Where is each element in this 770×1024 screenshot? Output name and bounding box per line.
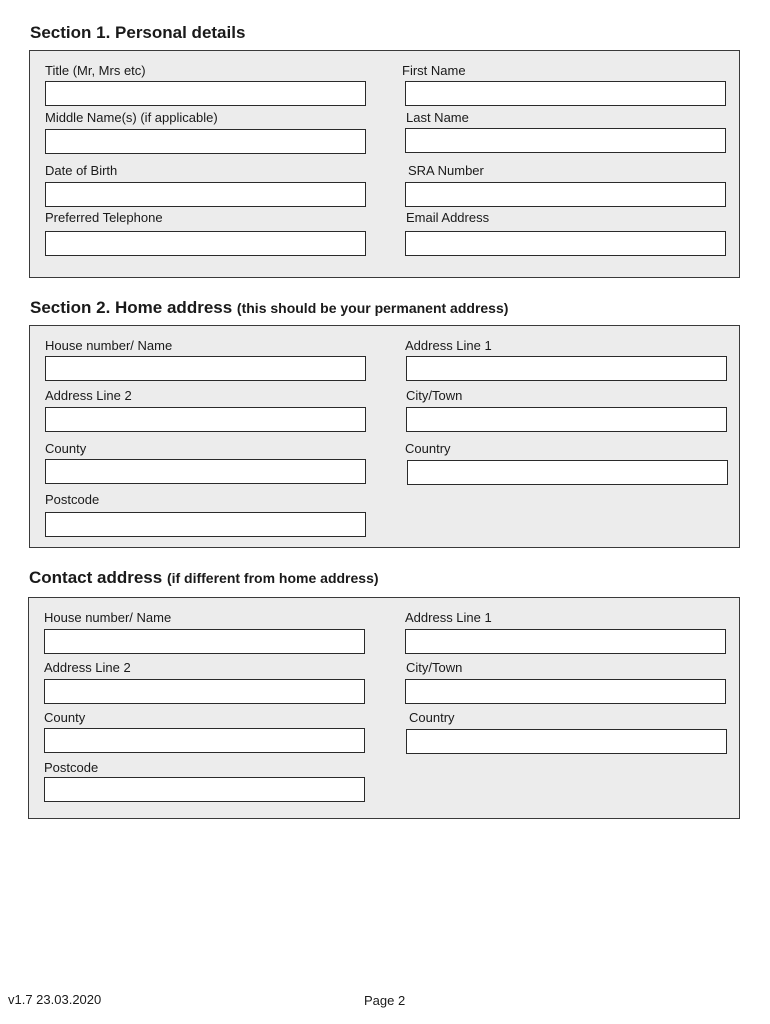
contact-county-input[interactable]: [44, 728, 365, 753]
middle-names-label: Middle Name(s) (if applicable): [45, 110, 218, 125]
section2-heading: [30, 298, 508, 318]
home-county-label: County: [45, 441, 87, 456]
contact-house-input[interactable]: [44, 629, 365, 654]
version-stamp: v1.7 23.03.2020: [8, 992, 102, 1007]
first-name-input[interactable]: [405, 81, 726, 106]
page-number: Page 2: [364, 993, 406, 1008]
telephone-input[interactable]: [45, 231, 366, 256]
telephone-label: Preferred Telephone: [45, 210, 163, 225]
section2-title: Section 2. Home address: [30, 298, 233, 317]
home-house-input[interactable]: [45, 356, 366, 381]
contact-city-label: City/Town: [406, 660, 463, 675]
home-house-label: House number/ Name: [45, 338, 173, 353]
email-label: Email Address: [406, 210, 490, 225]
contact-address2-label: Address Line 2: [44, 660, 131, 675]
dob-label: Date of Birth: [45, 163, 118, 178]
home-county-input[interactable]: [45, 459, 366, 484]
email-input[interactable]: [405, 231, 726, 256]
section1-title: Section 1. Personal details: [30, 23, 246, 42]
section1-panel: [29, 50, 740, 278]
section2-subtitle: (this should be your permanent address): [236, 300, 509, 316]
sra-number-input[interactable]: [405, 182, 726, 207]
first-name-label: First Name: [402, 63, 466, 78]
home-postcode-input[interactable]: [45, 512, 366, 537]
contact-country-label: Country: [409, 710, 455, 725]
home-address1-label: Address Line 1: [405, 338, 492, 353]
contact-address2-input[interactable]: [44, 679, 365, 704]
section3-panel: [28, 597, 740, 819]
home-country-input[interactable]: [407, 460, 728, 485]
section2-panel: [29, 325, 740, 548]
section3-subtitle: (if different from home address): [166, 570, 379, 586]
middle-names-input[interactable]: [45, 129, 366, 154]
contact-house-label: House number/ Name: [44, 610, 172, 625]
home-country-label: Country: [405, 441, 451, 456]
contact-address1-label: Address Line 1: [405, 610, 492, 625]
contact-postcode-label: Postcode: [44, 760, 99, 775]
section3-heading: [29, 568, 379, 588]
contact-county-label: County: [44, 710, 86, 725]
title-input[interactable]: [45, 81, 366, 106]
dob-input[interactable]: [45, 182, 366, 207]
home-city-label: City/Town: [406, 388, 463, 403]
section3-title: Contact address: [29, 568, 163, 587]
contact-postcode-input[interactable]: [44, 777, 365, 802]
home-postcode-label: Postcode: [45, 492, 100, 507]
title-label: Title (Mr, Mrs etc): [45, 63, 146, 78]
sra-number-label: SRA Number: [408, 163, 484, 178]
home-address2-input[interactable]: [45, 407, 366, 432]
contact-country-input[interactable]: [406, 729, 727, 754]
last-name-label: Last Name: [406, 110, 469, 125]
contact-city-input[interactable]: [405, 679, 726, 704]
last-name-input[interactable]: [405, 128, 726, 153]
home-address2-label: Address Line 2: [45, 388, 132, 403]
home-address1-input[interactable]: [406, 356, 727, 381]
home-city-input[interactable]: [406, 407, 727, 432]
section1-heading: [30, 23, 245, 43]
contact-address1-input[interactable]: [405, 629, 726, 654]
